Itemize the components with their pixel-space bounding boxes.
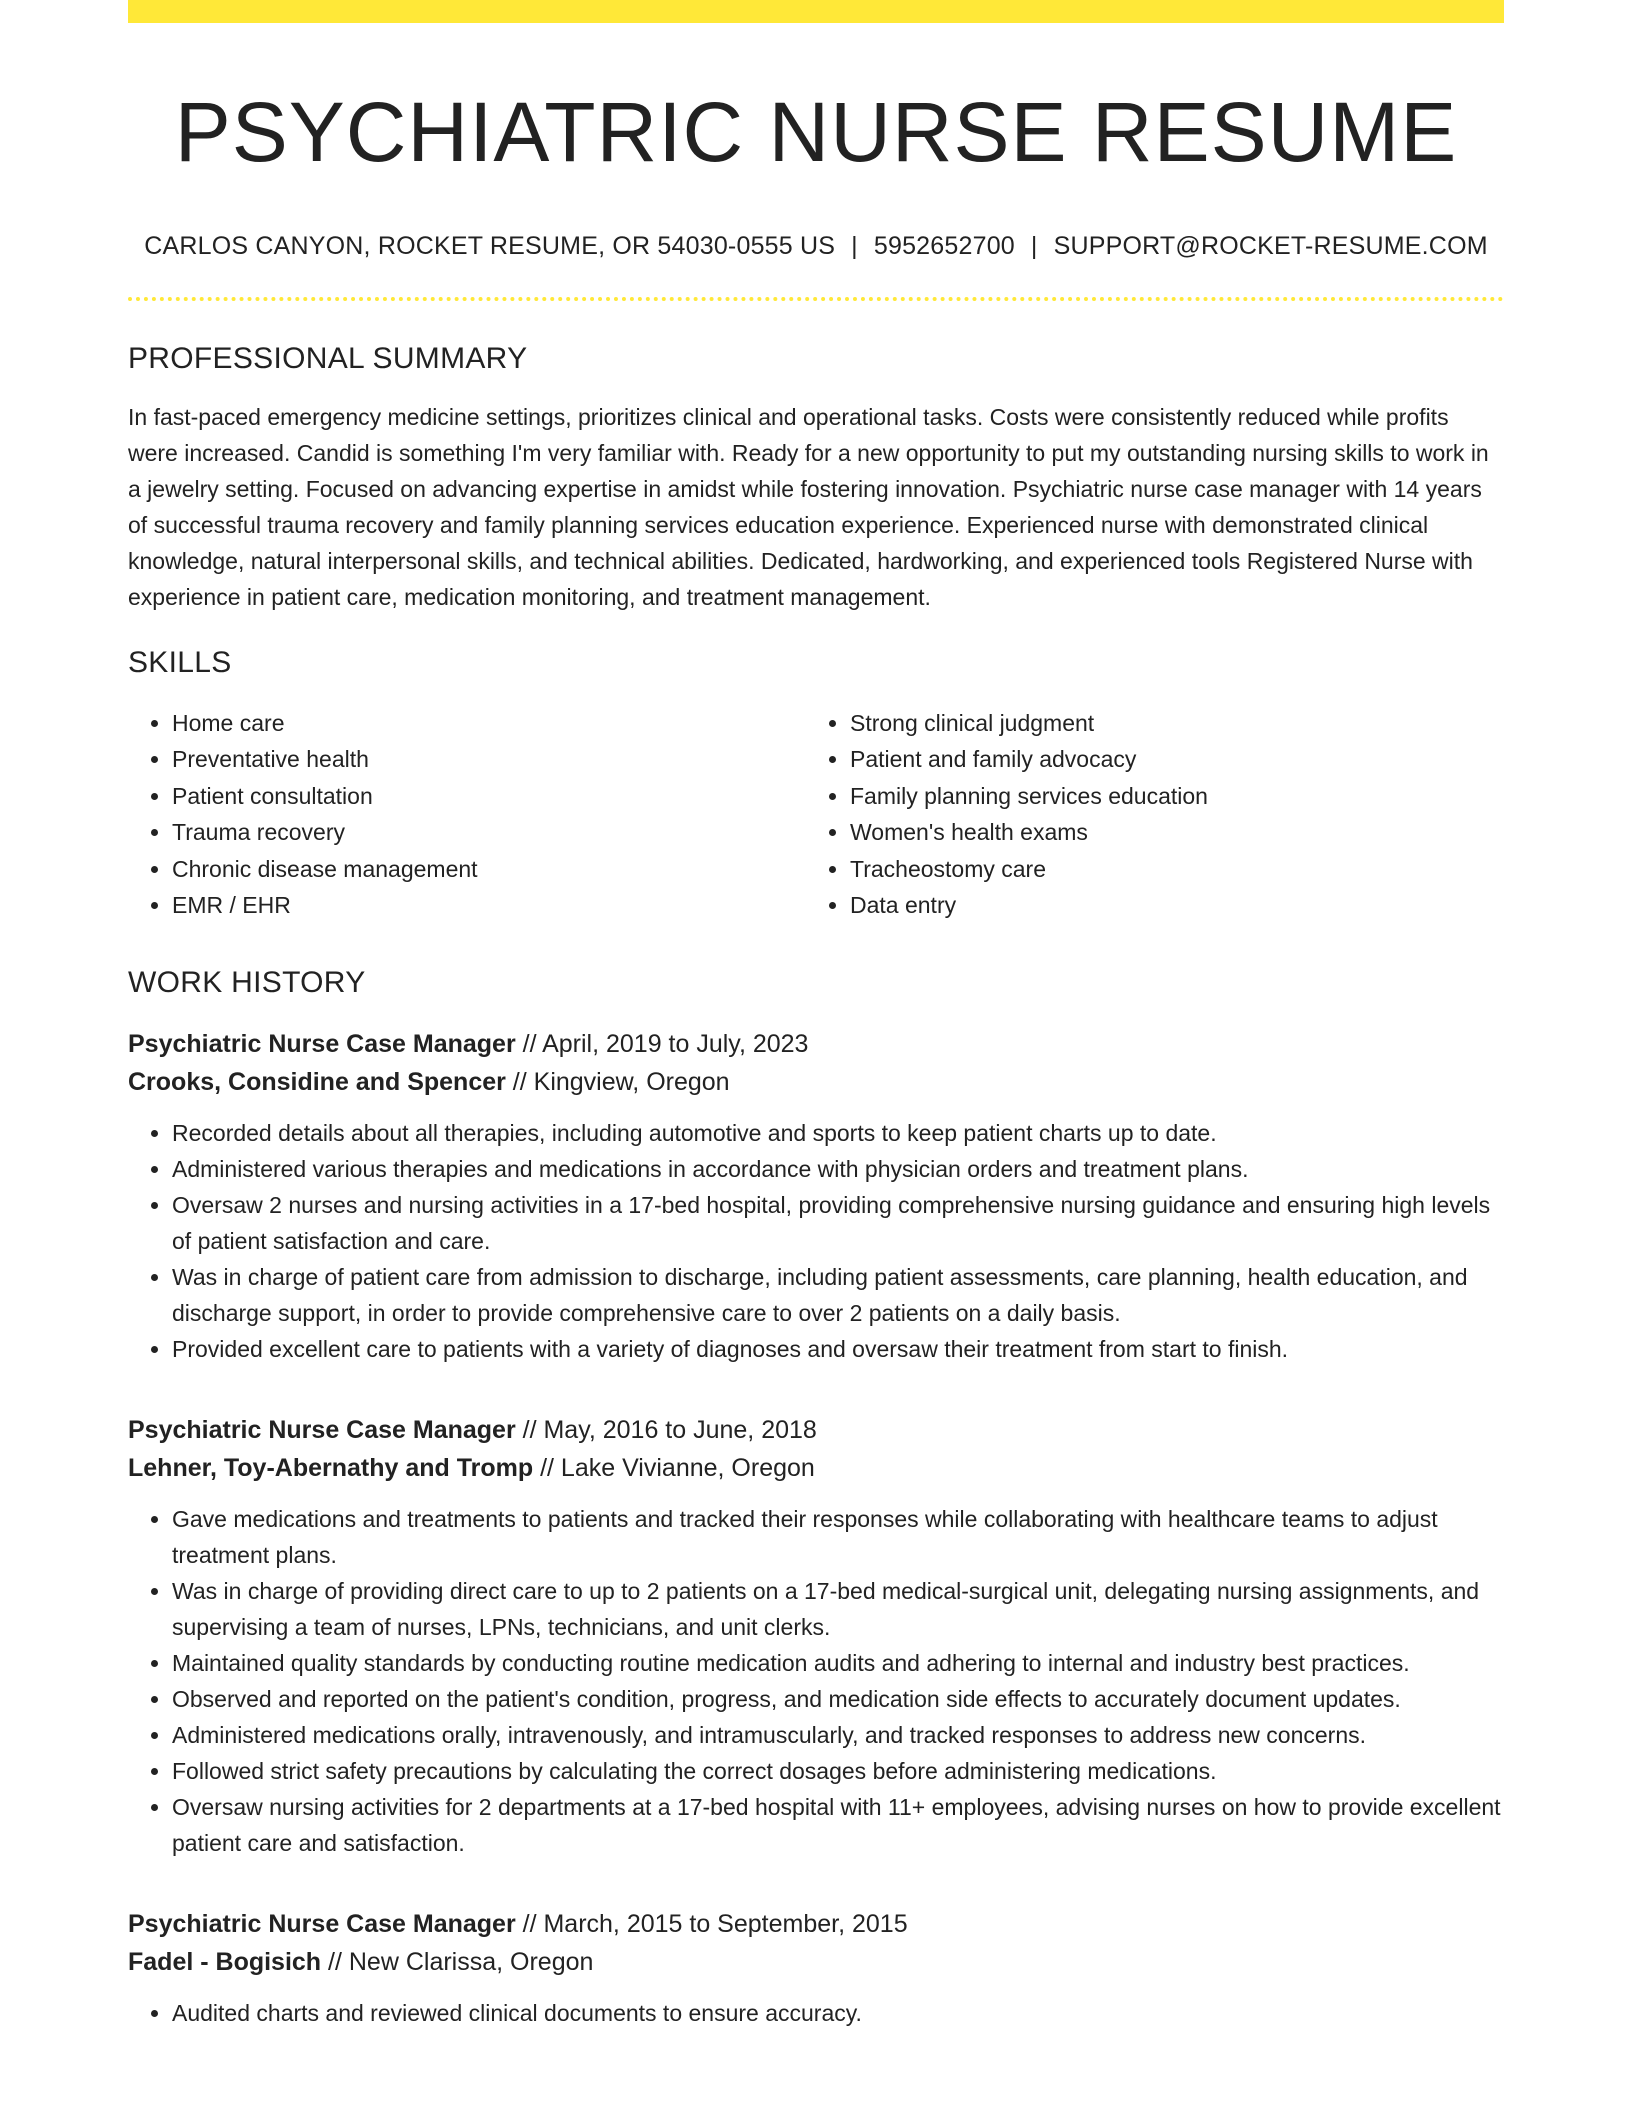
skill-item: • Preventative health bbox=[172, 741, 806, 777]
job-bullets bbox=[128, 1995, 1504, 2031]
job-title-line bbox=[128, 1025, 1504, 1063]
skill-item: • Family planning services education bbox=[850, 778, 1484, 814]
job-company: Lehner, Toy-Abernathy and Tromp bbox=[128, 1454, 534, 1483]
skills-column-left bbox=[128, 705, 806, 923]
skill-item: • Tracheostomy care bbox=[850, 851, 1484, 887]
job-bullet: • Administered various therapies and medications in accordance with physician orders and treatment plans. bbox=[172, 1151, 1504, 1187]
job-location: // Lake Vivianne, Oregon bbox=[533, 1454, 815, 1483]
job-bullet: • Was in charge of patient care from admission to discharge, including patient assessments, care planning, health education, and discharge support, in order to provide comprehensive care to over 2 patients on a daily basis. bbox=[172, 1259, 1504, 1331]
job-bullet: • Audited charts and reviewed clinical documents to ensure accuracy. bbox=[172, 1995, 1504, 2031]
job-bullet: • Recorded details about all therapies, including automotive and sports to keep patient charts up to date. bbox=[172, 1115, 1504, 1151]
job-bullet: • Oversaw nursing activities for 2 departments at a 17-bed hospital with 11+ employees, advising nurses on how to provide excellent patient care and satisfaction. bbox=[172, 1789, 1504, 1861]
job-title: Psychiatric Nurse Case Manager bbox=[128, 1416, 516, 1445]
job-bullet: • Observed and reported on the patient's condition, progress, and medication side effects to accurately document updates. bbox=[172, 1681, 1504, 1717]
contact-address: CARLOS CANYON, ROCKET RESUME, OR 54030-0555 US bbox=[144, 232, 836, 260]
job-bullet: • Followed strict safety precautions by calculating the correct dosages before administering medications. bbox=[172, 1753, 1504, 1789]
resume-title: PSYCHIATRIC NURSE RESUME bbox=[174, 85, 1458, 179]
work-history-heading: WORK HISTORY bbox=[128, 966, 366, 1000]
job-title: Psychiatric Nurse Case Manager bbox=[128, 1910, 516, 1939]
summary-heading: PROFESSIONAL SUMMARY bbox=[128, 342, 528, 375]
job-entry bbox=[128, 1905, 1504, 2031]
job-location: // New Clarissa, Oregon bbox=[321, 1948, 594, 1977]
job-bullet: • Oversaw 2 nurses and nursing activities in a 17-bed hospital, providing comprehensive nursing guidance and ensuring high levels of patient satisfaction and care. bbox=[172, 1187, 1504, 1259]
job-bullet: • Maintained quality standards by conducting routine medication audits and adhering to internal and industry best practices. bbox=[172, 1645, 1504, 1681]
job-company-line bbox=[128, 1943, 1504, 1981]
job-location: // Kingview, Oregon bbox=[505, 1068, 730, 1097]
skill-item: • Trauma recovery bbox=[172, 814, 806, 850]
job-dates: // May, 2016 to June, 2018 bbox=[515, 1416, 817, 1445]
job-title: Psychiatric Nurse Case Manager bbox=[128, 1030, 516, 1059]
contact-separator: | bbox=[851, 232, 858, 260]
job-company: Fadel - Bogisich bbox=[128, 1948, 322, 1977]
skill-item: • Women's health exams bbox=[850, 814, 1484, 850]
skills-list bbox=[128, 705, 1504, 923]
skills-heading: SKILLS bbox=[128, 646, 232, 679]
skill-item: • Chronic disease management bbox=[172, 851, 806, 887]
contact-phone: 5952652700 bbox=[873, 232, 1015, 260]
job-company-line bbox=[128, 1063, 1504, 1101]
job-bullet: • Gave medications and treatments to patients and tracked their responses while collaborating with healthcare teams to adjust treatment plans. bbox=[172, 1501, 1504, 1573]
skill-item: • Data entry bbox=[850, 887, 1484, 923]
job-bullet: • Provided excellent care to patients with a variety of diagnoses and oversaw their treatment from start to finish. bbox=[172, 1331, 1504, 1367]
dotted-divider bbox=[128, 297, 1504, 301]
job-bullet: • Was in charge of providing direct care to up to 2 patients on a 17-bed medical-surgical unit, delegating nursing assignments, and supervising a team of nurses, LPNs, technicians, and unit clerks. bbox=[172, 1573, 1504, 1645]
job-bullets bbox=[128, 1501, 1504, 1861]
job-bullets bbox=[128, 1115, 1504, 1367]
skill-item: • EMR / EHR bbox=[172, 887, 806, 923]
job-company-line bbox=[128, 1449, 1504, 1487]
resume-content bbox=[128, 0, 1504, 2031]
job-title-line bbox=[128, 1411, 1504, 1449]
job-dates: // March, 2015 to September, 2015 bbox=[515, 1910, 908, 1939]
job-entry bbox=[128, 1025, 1504, 1367]
contact-line bbox=[128, 231, 1504, 261]
contact-email: SUPPORT@ROCKET-RESUME.COM bbox=[1053, 232, 1488, 260]
job-dates: // April, 2019 to July, 2023 bbox=[515, 1030, 809, 1059]
job-company: Crooks, Considine and Spencer bbox=[128, 1068, 506, 1097]
job-title-line bbox=[128, 1905, 1504, 1943]
skill-item: • Home care bbox=[172, 705, 806, 741]
skill-item: • Strong clinical judgment bbox=[850, 705, 1484, 741]
job-entry bbox=[128, 1411, 1504, 1861]
summary-text: In fast-paced emergency medicine settings, prioritizes clinical and operational tasks. Costs were consistently reduced while profits were increased. Candid is something I'm very familiar with. Ready for a new opportunity to put my outstanding nursing skills to work in a jewelry setting. Focused on advancing expertise in amidst while fostering innovation. Psychiatric nurse case manager with 14 years of successful trauma recovery and family planning services education experience. Experienced nurse with demonstrated clinical knowledge, natural interpersonal skills, and technical abilities. Dedicated, hardworking, and experienced tools Registered Nurse with experience in patient care, medication monitoring, and treatment management. bbox=[128, 404, 1489, 610]
skills-column-right bbox=[806, 705, 1484, 923]
skill-item: • Patient and family advocacy bbox=[850, 741, 1484, 777]
job-bullet: • Administered medications orally, intravenously, and intramuscularly, and tracked responses to address new concerns. bbox=[172, 1717, 1504, 1753]
skill-item: • Patient consultation bbox=[172, 778, 806, 814]
contact-separator: | bbox=[1030, 232, 1038, 260]
